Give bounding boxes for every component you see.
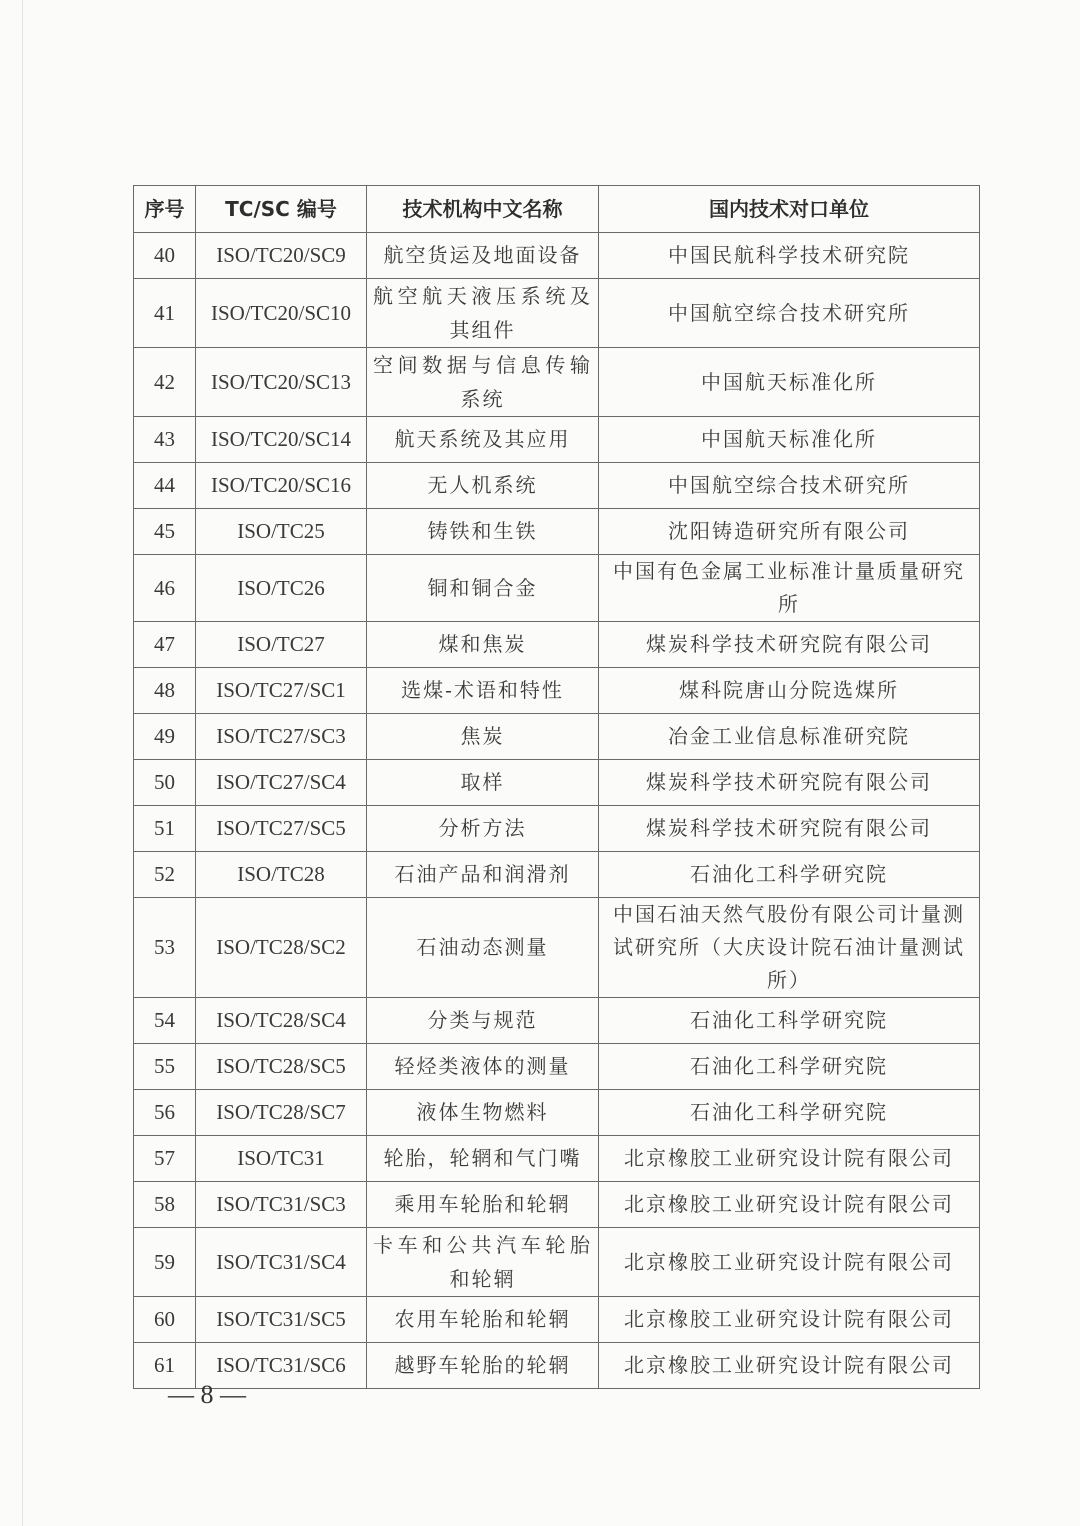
table-row [134, 233, 980, 279]
row-domestic-unit: 北京橡胶工业研究设计院有限公司 [599, 1136, 980, 1182]
row-domestic-unit: 冶金工业信息标准研究院 [599, 714, 980, 760]
row-domestic-unit: 中国航天标准化所 [599, 417, 980, 463]
row-domestic-unit: 中国石油天然气股份有限公司计量测试研究所（大庆设计院石油计量测试所） [599, 898, 980, 998]
row-tc-sc-code: ISO/TC27/SC5 [196, 806, 367, 852]
row-domestic-unit: 中国航天标准化所 [599, 348, 980, 417]
row-domestic-unit: 中国航空综合技术研究所 [599, 463, 980, 509]
row-domestic-unit: 煤科院唐山分院选煤所 [599, 668, 980, 714]
row-tc-sc-code: ISO/TC31 [196, 1136, 367, 1182]
row-domestic-unit: 煤炭科学技术研究院有限公司 [599, 760, 980, 806]
page-number: — 8 — [168, 1380, 246, 1409]
row-serial-number: 48 [134, 668, 196, 714]
row-chinese-name: 农用车轮胎和轮辋 [367, 1297, 599, 1343]
row-serial-number: 51 [134, 806, 196, 852]
row-tc-sc-code: ISO/TC25 [196, 509, 367, 555]
header-tc-sc-code: TC/SC 编号 [196, 186, 367, 233]
row-chinese-name: 石油产品和润滑剂 [367, 852, 599, 898]
table-row [134, 1343, 980, 1389]
table-row [134, 1090, 980, 1136]
row-chinese-name: 铜和铜合金 [367, 555, 599, 622]
row-tc-sc-code: ISO/TC31/SC6 [196, 1343, 367, 1389]
row-chinese-name: 航空航天液压系统及其组件 [367, 279, 599, 348]
row-serial-number: 54 [134, 998, 196, 1044]
row-tc-sc-code: ISO/TC27/SC1 [196, 668, 367, 714]
table-row [134, 622, 980, 668]
table-row [134, 1228, 980, 1297]
row-tc-sc-code: ISO/TC28/SC2 [196, 898, 367, 998]
row-serial-number: 42 [134, 348, 196, 417]
table-row [134, 668, 980, 714]
row-serial-number: 46 [134, 555, 196, 622]
row-chinese-name: 空间数据与信息传输系统 [367, 348, 599, 417]
row-chinese-name: 液体生物燃料 [367, 1090, 599, 1136]
row-serial-number: 61 [134, 1343, 196, 1389]
header-domestic-unit: 国内技术对口单位 [599, 186, 980, 233]
row-chinese-name: 航天系统及其应用 [367, 417, 599, 463]
table-header-row [134, 186, 980, 233]
row-serial-number: 44 [134, 463, 196, 509]
row-domestic-unit: 北京橡胶工业研究设计院有限公司 [599, 1297, 980, 1343]
table-row [134, 348, 980, 417]
row-serial-number: 41 [134, 279, 196, 348]
row-tc-sc-code: ISO/TC27 [196, 622, 367, 668]
row-domestic-unit: 煤炭科学技术研究院有限公司 [599, 806, 980, 852]
row-tc-sc-code: ISO/TC26 [196, 555, 367, 622]
row-tc-sc-code: ISO/TC20/SC10 [196, 279, 367, 348]
row-chinese-name: 石油动态测量 [367, 898, 599, 998]
row-chinese-name: 卡车和公共汽车轮胎和轮辋 [367, 1228, 599, 1297]
row-serial-number: 59 [134, 1228, 196, 1297]
row-domestic-unit: 石油化工科学研究院 [599, 998, 980, 1044]
row-tc-sc-code: ISO/TC27/SC3 [196, 714, 367, 760]
row-serial-number: 45 [134, 509, 196, 555]
header-serial-number: 序号 [134, 186, 196, 233]
row-chinese-name: 铸铁和生铁 [367, 509, 599, 555]
row-serial-number: 53 [134, 898, 196, 998]
row-chinese-name: 煤和焦炭 [367, 622, 599, 668]
table-row [134, 714, 980, 760]
table-row [134, 1182, 980, 1228]
row-chinese-name: 分类与规范 [367, 998, 599, 1044]
row-chinese-name: 轻烃类液体的测量 [367, 1044, 599, 1090]
row-tc-sc-code: ISO/TC31/SC4 [196, 1228, 367, 1297]
row-chinese-name: 取样 [367, 760, 599, 806]
row-serial-number: 50 [134, 760, 196, 806]
row-domestic-unit: 石油化工科学研究院 [599, 1090, 980, 1136]
table-row [134, 555, 980, 622]
row-serial-number: 49 [134, 714, 196, 760]
table-row [134, 509, 980, 555]
row-tc-sc-code: ISO/TC28/SC7 [196, 1090, 367, 1136]
row-domestic-unit: 北京橡胶工业研究设计院有限公司 [599, 1182, 980, 1228]
row-serial-number: 56 [134, 1090, 196, 1136]
row-tc-sc-code: ISO/TC27/SC4 [196, 760, 367, 806]
table-row [134, 1044, 980, 1090]
row-domestic-unit: 石油化工科学研究院 [599, 1044, 980, 1090]
table-row [134, 417, 980, 463]
table-row [134, 852, 980, 898]
table-row [134, 898, 980, 998]
row-tc-sc-code: ISO/TC20/SC16 [196, 463, 367, 509]
row-domestic-unit: 中国航空综合技术研究所 [599, 279, 980, 348]
row-tc-sc-code: ISO/TC28 [196, 852, 367, 898]
row-chinese-name: 分析方法 [367, 806, 599, 852]
row-domestic-unit: 石油化工科学研究院 [599, 852, 980, 898]
row-domestic-unit: 沈阳铸造研究所有限公司 [599, 509, 980, 555]
row-tc-sc-code: ISO/TC31/SC3 [196, 1182, 367, 1228]
header-chinese-name: 技术机构中文名称 [367, 186, 599, 233]
row-tc-sc-code: ISO/TC20/SC14 [196, 417, 367, 463]
row-serial-number: 58 [134, 1182, 196, 1228]
row-chinese-name: 轮胎，轮辋和气门嘴 [367, 1136, 599, 1182]
row-chinese-name: 越野车轮胎的轮辋 [367, 1343, 599, 1389]
row-chinese-name: 航空货运及地面设备 [367, 233, 599, 279]
row-serial-number: 52 [134, 852, 196, 898]
row-serial-number: 43 [134, 417, 196, 463]
row-chinese-name: 乘用车轮胎和轮辋 [367, 1182, 599, 1228]
row-domestic-unit: 北京橡胶工业研究设计院有限公司 [599, 1228, 980, 1297]
table-row [134, 1297, 980, 1343]
row-domestic-unit: 煤炭科学技术研究院有限公司 [599, 622, 980, 668]
row-serial-number: 55 [134, 1044, 196, 1090]
row-domestic-unit: 中国有色金属工业标准计量质量研究所 [599, 555, 980, 622]
table-row [134, 806, 980, 852]
table-row [134, 1136, 980, 1182]
row-domestic-unit: 中国民航科学技术研究院 [599, 233, 980, 279]
row-chinese-name: 无人机系统 [367, 463, 599, 509]
table-row [134, 760, 980, 806]
row-tc-sc-code: ISO/TC20/SC9 [196, 233, 367, 279]
row-tc-sc-code: ISO/TC20/SC13 [196, 348, 367, 417]
row-chinese-name: 选煤-术语和特性 [367, 668, 599, 714]
row-tc-sc-code: ISO/TC31/SC5 [196, 1297, 367, 1343]
table-row [134, 463, 980, 509]
row-chinese-name: 焦炭 [367, 714, 599, 760]
table-row [134, 998, 980, 1044]
row-serial-number: 40 [134, 233, 196, 279]
row-serial-number: 60 [134, 1297, 196, 1343]
row-tc-sc-code: ISO/TC28/SC4 [196, 998, 367, 1044]
standards-table [133, 185, 980, 1389]
table-row [134, 279, 980, 348]
page-fold-line [22, 0, 23, 1526]
row-domestic-unit: 北京橡胶工业研究设计院有限公司 [599, 1343, 980, 1389]
row-tc-sc-code: ISO/TC28/SC5 [196, 1044, 367, 1090]
row-serial-number: 47 [134, 622, 196, 668]
row-serial-number: 57 [134, 1136, 196, 1182]
